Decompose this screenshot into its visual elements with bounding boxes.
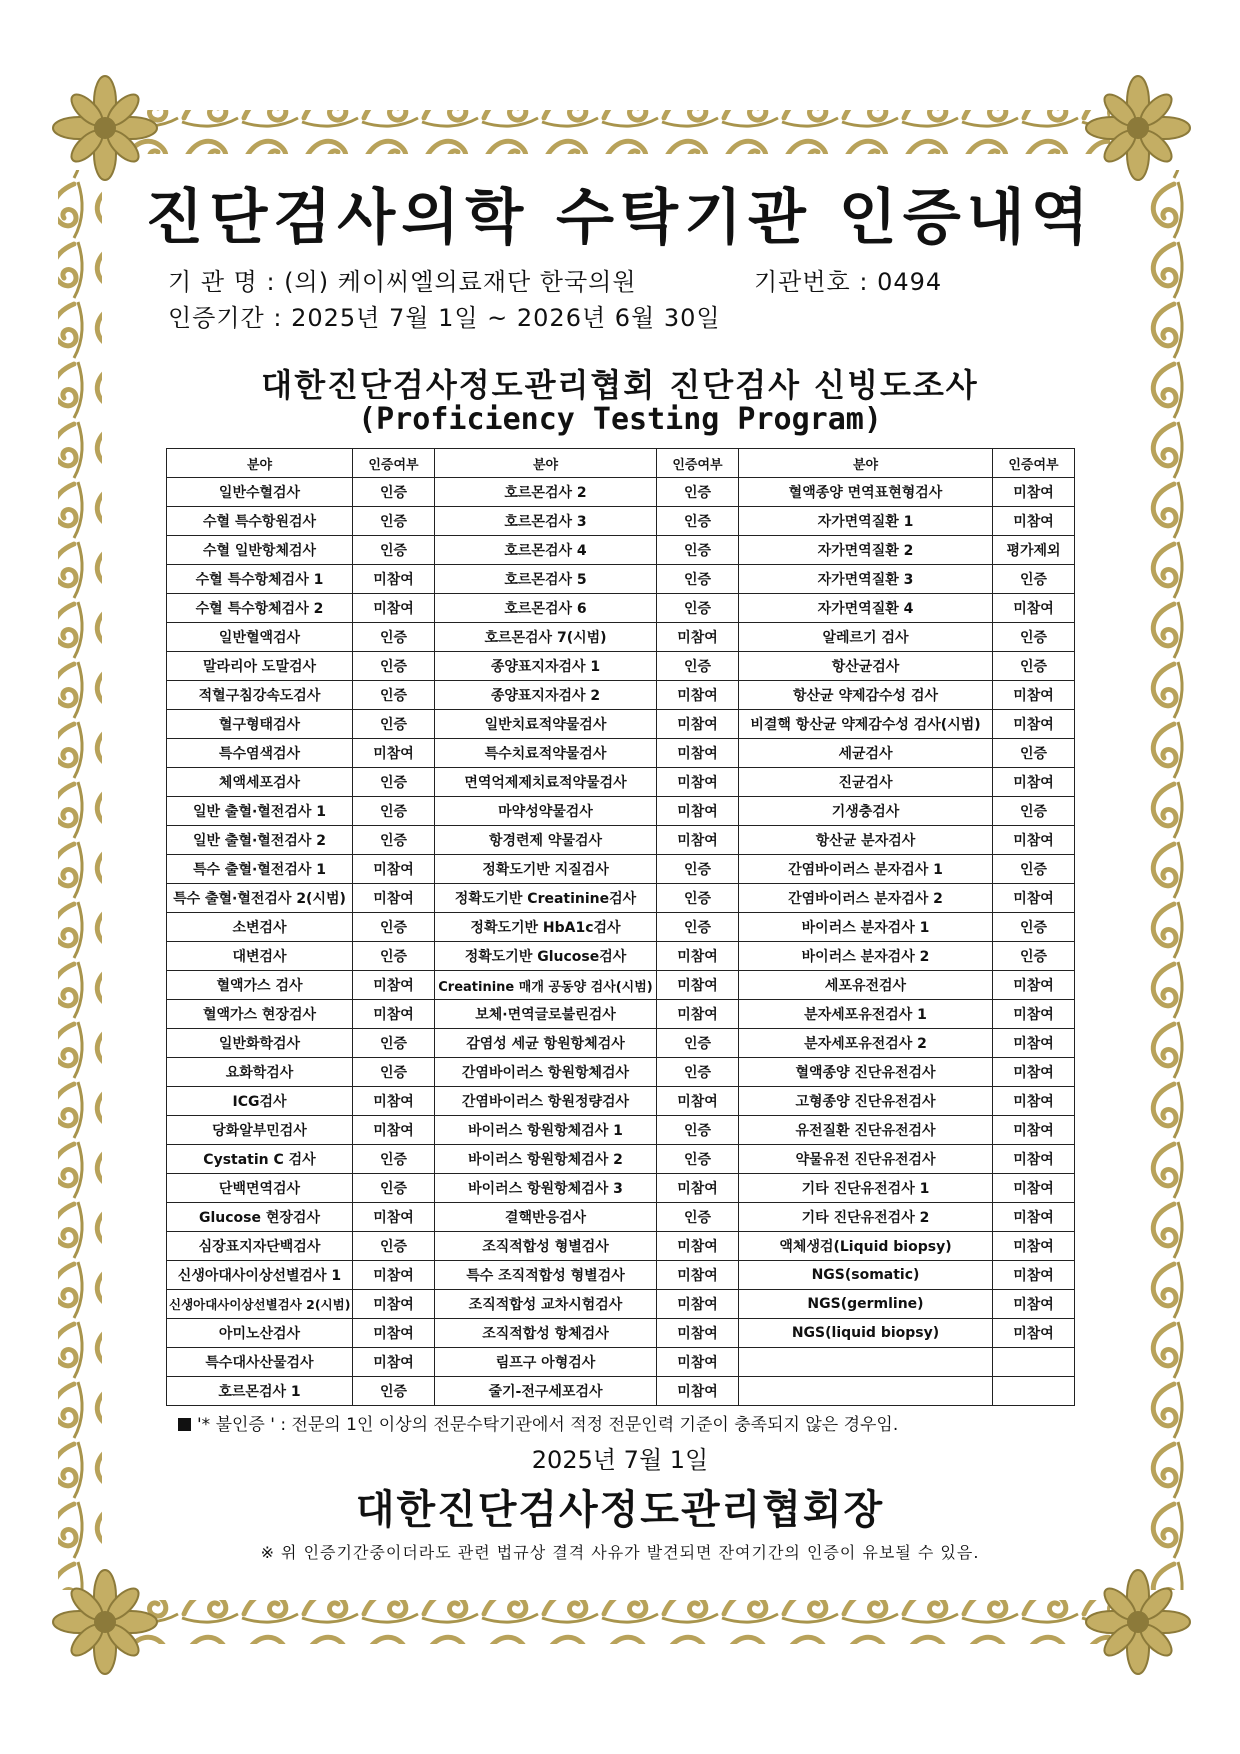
notice-text: ※ 위 인증기간중이더라도 관련 법규상 결격 사유가 발견되면 잔여기간의 인증이 유보될 수 있음. — [260, 1543, 980, 1562]
field-cell: 특수 출혈·혈전검사 1 — [167, 855, 353, 884]
status-cell: 미참여 — [993, 1145, 1075, 1174]
status-cell: 미참여 — [993, 1261, 1075, 1290]
status-cell: 미참여 — [353, 884, 435, 913]
field-cell: 림프구 아형검사 — [435, 1348, 657, 1377]
status-cell: 인증 — [657, 536, 739, 565]
field-cell: 호르몬검사 3 — [435, 507, 657, 536]
status-cell: 인증 — [993, 739, 1075, 768]
status-cell: 인증 — [353, 1145, 435, 1174]
status-cell: 미참여 — [657, 1290, 739, 1319]
table-row — [167, 855, 1075, 884]
field-cell: 체액세포검사 — [167, 768, 353, 797]
field-cell: 유전질환 진단유전검사 — [739, 1116, 993, 1145]
status-cell: 미참여 — [993, 1174, 1075, 1203]
status-cell: 인증 — [657, 565, 739, 594]
field-cell: 간염바이러스 항원항체검사 — [435, 1058, 657, 1087]
table-row — [167, 507, 1075, 536]
footnote-text: '* 불인증 ' : 전문의 1인 이상의 전문수탁기관에서 적정 전문인력 기준이 충족되지 않은 경우임. — [197, 1415, 899, 1435]
field-cell: 심장표지자단백검사 — [167, 1232, 353, 1261]
status-cell: 미참여 — [993, 478, 1075, 507]
field-cell: 수혈 특수항체검사 1 — [167, 565, 353, 594]
field-cell: 종양표지자검사 2 — [435, 681, 657, 710]
status-cell: 미참여 — [993, 507, 1075, 536]
status-cell: 인증 — [353, 478, 435, 507]
field-cell: 세포유전검사 — [739, 971, 993, 1000]
status-cell: 미참여 — [657, 797, 739, 826]
table-row — [167, 710, 1075, 739]
table-row — [167, 623, 1075, 652]
field-cell: 항산균 분자검사 — [739, 826, 993, 855]
table-row — [167, 1203, 1075, 1232]
status-cell: 미참여 — [993, 971, 1075, 1000]
status-cell: 미참여 — [993, 826, 1075, 855]
status-cell: 인증 — [353, 768, 435, 797]
status-cell: 미참여 — [993, 884, 1075, 913]
field-cell: 기타 진단유전검사 2 — [739, 1203, 993, 1232]
field-cell: 호르몬검사 2 — [435, 478, 657, 507]
field-cell: 정확도기반 Glucose검사 — [435, 942, 657, 971]
field-cell: 대변검사 — [167, 942, 353, 971]
field-cell: 일반치료적약물검사 — [435, 710, 657, 739]
status-cell: 인증 — [353, 1029, 435, 1058]
status-cell: 인증 — [657, 1116, 739, 1145]
field-cell: 특수염색검사 — [167, 739, 353, 768]
status-cell: 미참여 — [993, 1116, 1075, 1145]
status-cell: 인증 — [353, 797, 435, 826]
status-cell: 인증 — [993, 797, 1075, 826]
field-cell: 알레르기 검사 — [739, 623, 993, 652]
status-cell: 미참여 — [353, 1348, 435, 1377]
field-cell: 일반 출혈·혈전검사 2 — [167, 826, 353, 855]
field-cell: 바이러스 항원항체검사 3 — [435, 1174, 657, 1203]
field-cell: 고형종양 진단유전검사 — [739, 1087, 993, 1116]
table-row — [167, 913, 1075, 942]
status-cell: 인증 — [657, 855, 739, 884]
table-row — [167, 971, 1075, 1000]
table-row — [167, 594, 1075, 623]
field-cell: 요화학검사 — [167, 1058, 353, 1087]
status-cell: 미참여 — [657, 826, 739, 855]
status-cell — [993, 1348, 1075, 1377]
field-cell: 단백면역검사 — [167, 1174, 353, 1203]
header-field: 분야 — [167, 449, 353, 478]
status-cell: 인증 — [657, 652, 739, 681]
status-cell: 인증 — [353, 681, 435, 710]
status-cell: 미참여 — [353, 1087, 435, 1116]
table-row — [167, 652, 1075, 681]
field-cell: 간염바이러스 분자검사 1 — [739, 855, 993, 884]
field-cell: 조직적합성 교차시험검사 — [435, 1290, 657, 1319]
field-cell: 정확도기반 HbA1c검사 — [435, 913, 657, 942]
field-cell: 감염성 세균 항원항체검사 — [435, 1029, 657, 1058]
field-cell: 항산균검사 — [739, 652, 993, 681]
table-row — [167, 826, 1075, 855]
field-cell: 진균검사 — [739, 768, 993, 797]
field-cell: 혈액가스 검사 — [167, 971, 353, 1000]
field-cell: 수혈 특수항체검사 2 — [167, 594, 353, 623]
status-cell: 인증 — [657, 884, 739, 913]
table-row — [167, 478, 1075, 507]
field-cell: 항산균 약제감수성 검사 — [739, 681, 993, 710]
table-row — [167, 1261, 1075, 1290]
field-cell: 바이러스 분자검사 2 — [739, 942, 993, 971]
certification-period-row — [168, 298, 721, 333]
status-cell: 인증 — [657, 507, 739, 536]
document-title: 진단검사의학 수탁기관 인증내역 — [145, 183, 1095, 253]
field-cell: 액체생검(Liquid biopsy) — [739, 1232, 993, 1261]
field-cell: 약물유전 진단유전검사 — [739, 1145, 993, 1174]
field-cell: Glucose 현장검사 — [167, 1203, 353, 1232]
status-cell: 미참여 — [657, 710, 739, 739]
status-cell: 인증 — [353, 710, 435, 739]
field-cell: 분자세포유전검사 1 — [739, 1000, 993, 1029]
field-cell: 비결핵 항산균 약제감수성 검사(시범) — [739, 710, 993, 739]
program-title: 대한진단검사정도관리협회 진단검사 신빙도조사 — [261, 366, 979, 404]
field-cell: 기타 진단유전검사 1 — [739, 1174, 993, 1203]
field-cell: 일반화학검사 — [167, 1029, 353, 1058]
status-cell: 미참여 — [353, 1290, 435, 1319]
status-cell: 인증 — [353, 826, 435, 855]
table-row — [167, 565, 1075, 594]
status-cell: 미참여 — [993, 1319, 1075, 1348]
table-row — [167, 1319, 1075, 1348]
field-cell: 수혈 특수항원검사 — [167, 507, 353, 536]
square-bullet-icon — [178, 1418, 191, 1431]
field-cell: 당화알부민검사 — [167, 1116, 353, 1145]
table-row — [167, 1232, 1075, 1261]
status-cell: 인증 — [353, 942, 435, 971]
header-field: 분야 — [739, 449, 993, 478]
table-row — [167, 884, 1075, 913]
field-cell: 보체·면역글로불린검사 — [435, 1000, 657, 1029]
certification-period-label: 인증기간 : — [168, 304, 283, 332]
institution-number-label: 기관번호 : — [754, 268, 869, 296]
status-cell: 미참여 — [657, 1174, 739, 1203]
field-cell: 바이러스 항원항체검사 1 — [435, 1116, 657, 1145]
table-row — [167, 1087, 1075, 1116]
status-cell: 인증 — [353, 652, 435, 681]
field-cell: 항경련제 약물검사 — [435, 826, 657, 855]
program-subtitle: (Proficiency Testing Program) — [358, 402, 882, 437]
status-cell: 미참여 — [993, 1000, 1075, 1029]
field-cell: Cystatin C 검사 — [167, 1145, 353, 1174]
field-cell: 조직적합성 형별검사 — [435, 1232, 657, 1261]
status-cell: 미참여 — [353, 1319, 435, 1348]
issue-date: 2025년 7월 1일 — [531, 1446, 709, 1474]
status-cell: 미참여 — [993, 1029, 1075, 1058]
table-row — [167, 1174, 1075, 1203]
status-cell: 미참여 — [657, 971, 739, 1000]
institution-name-value: (의) 케이씨엘의료재단 한국의원 — [284, 268, 637, 296]
table-row — [167, 942, 1075, 971]
field-cell: 아미노산검사 — [167, 1319, 353, 1348]
field-cell: NGS(liquid biopsy) — [739, 1319, 993, 1348]
certification-table — [166, 448, 1075, 1406]
header-status: 인증여부 — [993, 449, 1075, 478]
field-cell: 특수치료적약물검사 — [435, 739, 657, 768]
status-cell: 미참여 — [657, 1348, 739, 1377]
field-cell: 호르몬검사 7(시범) — [435, 623, 657, 652]
field-cell: 일반혈액검사 — [167, 623, 353, 652]
field-cell: 정확도기반 지질검사 — [435, 855, 657, 884]
table-row — [167, 797, 1075, 826]
status-cell: 미참여 — [353, 565, 435, 594]
status-cell: 미참여 — [657, 1232, 739, 1261]
status-cell: 미참여 — [657, 1000, 739, 1029]
field-cell: Creatinine 매개 공동양 검사(시범) — [435, 971, 657, 1000]
field-cell: 적혈구침강속도검사 — [167, 681, 353, 710]
status-cell: 인증 — [657, 594, 739, 623]
status-cell: 미참여 — [353, 971, 435, 1000]
footnote — [178, 1410, 898, 1435]
status-cell: 미참여 — [657, 768, 739, 797]
status-cell: 인증 — [657, 913, 739, 942]
status-cell: 인증 — [353, 623, 435, 652]
certification-period-value: 2025년 7월 1일 ~ 2026년 6월 30일 — [291, 304, 721, 332]
status-cell: 미참여 — [993, 768, 1075, 797]
status-cell: 인증 — [353, 536, 435, 565]
status-cell: 인증 — [993, 565, 1075, 594]
table-row — [167, 1116, 1075, 1145]
field-cell: 세균검사 — [739, 739, 993, 768]
status-cell: 미참여 — [993, 1203, 1075, 1232]
table-row — [167, 681, 1075, 710]
status-cell: 미참여 — [657, 1319, 739, 1348]
status-cell: 미참여 — [353, 855, 435, 884]
field-cell: 혈액종양 진단유전검사 — [739, 1058, 993, 1087]
status-cell: 인증 — [353, 1174, 435, 1203]
field-cell: 호르몬검사 6 — [435, 594, 657, 623]
status-cell: 미참여 — [657, 1261, 739, 1290]
field-cell: 조직적합성 항체검사 — [435, 1319, 657, 1348]
status-cell: 미참여 — [657, 1377, 739, 1406]
institution-name-row — [168, 262, 637, 297]
status-cell: 평가제외 — [993, 536, 1075, 565]
institution-number-value: 0494 — [877, 268, 943, 296]
status-cell: 인증 — [353, 1232, 435, 1261]
status-cell: 미참여 — [993, 594, 1075, 623]
field-cell — [739, 1377, 993, 1406]
status-cell: 미참여 — [993, 710, 1075, 739]
field-cell: 특수 출혈·혈전검사 2(시범) — [167, 884, 353, 913]
status-cell: 미참여 — [993, 1058, 1075, 1087]
field-cell: 혈구형태검사 — [167, 710, 353, 739]
status-cell: 인증 — [353, 1377, 435, 1406]
status-cell: 미참여 — [353, 1000, 435, 1029]
status-cell: 미참여 — [657, 681, 739, 710]
status-cell: 인증 — [993, 652, 1075, 681]
table-row — [167, 1377, 1075, 1406]
table-row — [167, 536, 1075, 565]
header-status: 인증여부 — [657, 449, 739, 478]
field-cell: 호르몬검사 4 — [435, 536, 657, 565]
field-cell — [739, 1348, 993, 1377]
status-cell: 미참여 — [993, 1290, 1075, 1319]
status-cell: 인증 — [657, 478, 739, 507]
status-cell: 미참여 — [993, 681, 1075, 710]
status-cell — [993, 1377, 1075, 1406]
status-cell: 인증 — [353, 913, 435, 942]
field-cell: 마약성약물검사 — [435, 797, 657, 826]
status-cell: 인증 — [657, 1029, 739, 1058]
field-cell: 혈액종양 면역표현형검사 — [739, 478, 993, 507]
status-cell: 미참여 — [657, 623, 739, 652]
header-status: 인증여부 — [353, 449, 435, 478]
status-cell: 인증 — [993, 913, 1075, 942]
status-cell: 인증 — [657, 1058, 739, 1087]
status-cell: 미참여 — [657, 1087, 739, 1116]
field-cell: 일반수혈검사 — [167, 478, 353, 507]
field-cell: 간염바이러스 분자검사 2 — [739, 884, 993, 913]
field-cell: 말라리아 도말검사 — [167, 652, 353, 681]
field-cell: 자가면역질환 3 — [739, 565, 993, 594]
field-cell: 신생아대사이상선별검사 2(시범) — [167, 1290, 353, 1319]
field-cell: 분자세포유전검사 2 — [739, 1029, 993, 1058]
table-row — [167, 1145, 1075, 1174]
status-cell: 인증 — [353, 507, 435, 536]
status-cell: 인증 — [993, 855, 1075, 884]
header-field: 분야 — [435, 449, 657, 478]
table-row — [167, 739, 1075, 768]
status-cell: 미참여 — [353, 1261, 435, 1290]
field-cell: 신생아대사이상선별검사 1 — [167, 1261, 353, 1290]
field-cell: ICG검사 — [167, 1087, 353, 1116]
field-cell: 줄기-전구세포검사 — [435, 1377, 657, 1406]
field-cell: 간염바이러스 항원정량검사 — [435, 1087, 657, 1116]
issuer-name: 대한진단검사정도관리협회장 — [355, 1486, 885, 1533]
field-cell: 일반 출혈·혈전검사 1 — [167, 797, 353, 826]
status-cell: 인증 — [657, 1145, 739, 1174]
field-cell: 소변검사 — [167, 913, 353, 942]
status-cell: 인증 — [993, 942, 1075, 971]
status-cell: 미참여 — [993, 1232, 1075, 1261]
field-cell: 기생충검사 — [739, 797, 993, 826]
field-cell: 결핵반응검사 — [435, 1203, 657, 1232]
field-cell: 정확도기반 Creatinine검사 — [435, 884, 657, 913]
institution-name-label: 기 관 명 : — [168, 268, 276, 296]
field-cell: 자가면역질환 1 — [739, 507, 993, 536]
field-cell: 바이러스 항원항체검사 2 — [435, 1145, 657, 1174]
status-cell: 인증 — [993, 623, 1075, 652]
field-cell: 면역억제제치료적약물검사 — [435, 768, 657, 797]
status-cell: 미참여 — [353, 1116, 435, 1145]
status-cell: 미참여 — [353, 594, 435, 623]
field-cell: 특수 조직적합성 형별검사 — [435, 1261, 657, 1290]
status-cell: 인증 — [657, 1203, 739, 1232]
field-cell: 수혈 일반항체검사 — [167, 536, 353, 565]
table-header-row — [167, 449, 1075, 478]
field-cell: 특수대사산물검사 — [167, 1348, 353, 1377]
field-cell: 종양표지자검사 1 — [435, 652, 657, 681]
status-cell: 미참여 — [353, 1203, 435, 1232]
table-row — [167, 1058, 1075, 1087]
institution-number-row — [754, 262, 942, 297]
status-cell: 인증 — [353, 1058, 435, 1087]
status-cell: 미참여 — [657, 942, 739, 971]
table-row — [167, 1029, 1075, 1058]
table-row — [167, 1290, 1075, 1319]
table-row — [167, 1000, 1075, 1029]
field-cell: 바이러스 분자검사 1 — [739, 913, 993, 942]
status-cell: 미참여 — [657, 739, 739, 768]
field-cell: 호르몬검사 5 — [435, 565, 657, 594]
status-cell: 미참여 — [353, 739, 435, 768]
field-cell: 호르몬검사 1 — [167, 1377, 353, 1406]
field-cell: 혈액가스 현장검사 — [167, 1000, 353, 1029]
field-cell: NGS(germline) — [739, 1290, 993, 1319]
field-cell: 자가면역질환 4 — [739, 594, 993, 623]
field-cell: 자가면역질환 2 — [739, 536, 993, 565]
field-cell: NGS(somatic) — [739, 1261, 993, 1290]
table-row — [167, 1348, 1075, 1377]
table-row — [167, 768, 1075, 797]
status-cell: 미참여 — [993, 1087, 1075, 1116]
